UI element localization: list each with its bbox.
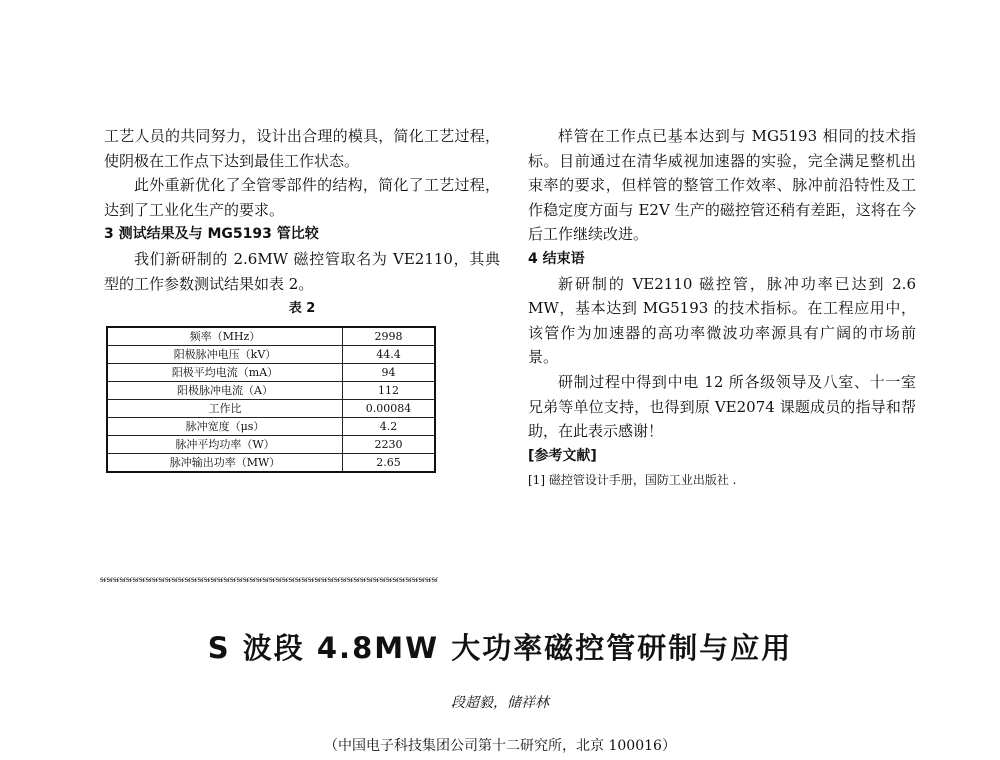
right-paragraph-2: 新研制的 VE2110 磁控管，脉冲功率已达到 2.6 MW，基本达到 MG5193 的技术指标。在工程应用中，该管作为加速器的高功率微波功率源具有广阔的市场前景。 <box>528 274 916 367</box>
table-row <box>107 381 435 399</box>
right-column <box>528 124 916 493</box>
parameter-value-cell: 44.4 <box>343 345 436 363</box>
table-row <box>107 417 435 435</box>
parameter-name-cell: 频率（MHz） <box>107 327 343 346</box>
table-row <box>107 345 435 363</box>
table-row <box>107 435 435 453</box>
article-authors: 段超毅，储祥林 <box>451 695 549 711</box>
references-heading: [参考文献] <box>528 447 597 464</box>
article-title: S 波段 4.8MW 大功率磁控管研制与应用 <box>207 631 793 665</box>
left-paragraph-2: 此外重新优化了全管零部件的结构，简化了工艺过程，达到了工业化生产的要求。 <box>104 176 500 219</box>
left-paragraph-3: 我们新研制的 2.6MW 磁控管取名为 VE2110，其典型的工作参数测试结果如表 2。 <box>104 249 500 293</box>
table-row <box>107 399 435 417</box>
table-caption: 表 2 <box>288 301 316 317</box>
article-divider: ᵴᵳᵴᵳᵴᵳᵴᵳᵴᵳᵴᵳᵴᵳᵴᵳᵴᵳᵴᵳᵴᵳᵴᵳᵴᵳᵴᵳᵴᵳᵴᵳᵴᵳᵴᵳᵴᵳᵴᵳᵴᵳᵴᵳᵴᵳᵴᵳᵴᵳᵴᵳᵴᵳᵴᵳᵴᵳᵴᵳᵴᵳᵴᵳᵴᵳᵴᵳᵴᵳᵴᵳᵴᵳᵴᵳᵴᵳᵴᵳᵴᵳᵴᵳᵴᵳᵴᵳᵴᵳᵴᵳᵴᵳᵴᵳᵴᵳᵴᵳᵴᵳᵴᵳ <box>100 575 438 585</box>
section-4-heading: 4 结束语 <box>528 250 585 267</box>
parameter-name-cell: 阳极脉冲电压（kV） <box>107 345 343 363</box>
section-3-heading: 3 测试结果及与 MG5193 管比较 <box>104 226 319 243</box>
parameters-table <box>106 326 436 473</box>
parameter-value-cell: 2230 <box>343 435 436 453</box>
parameter-name-cell: 阳极平均电流（mA） <box>107 363 343 381</box>
parameter-name-cell: 脉冲输出功率（MW） <box>107 453 343 472</box>
right-paragraph-1: 样管在工作点已基本达到与 MG5193 相同的技术指标。目前通过在清华威视加速器的实验，完全满足整机出束率的要求，但样管的整管工作效率、脉冲前沿特性及工作稳定度方面与 E2V 生产的磁控管还稍有差距，这将在今后工作继续改进。 <box>528 127 916 244</box>
left-paragraph-1: 工艺人员的共同努力，设计出合理的模具，简化工艺过程，使阴极在工作点下达到最佳工作状态。 <box>104 127 500 170</box>
parameter-value-cell: 112 <box>343 381 436 399</box>
table-row <box>107 453 435 472</box>
reference-item: [1] 磁控管设计手册，国防工业出版社 . <box>528 473 737 488</box>
article-affiliation: （中国电子科技集团公司第十二研究所，北京 100016） <box>324 738 676 754</box>
parameter-name-cell: 阳极脉冲电流（A） <box>107 381 343 399</box>
parameter-name-cell: 脉冲平均功率（W） <box>107 435 343 453</box>
parameter-value-cell: 0.00084 <box>343 399 436 417</box>
parameter-value-cell: 4.2 <box>343 417 436 435</box>
parameter-value-cell: 94 <box>343 363 436 381</box>
parameter-name-cell: 工作比 <box>107 399 343 417</box>
parameter-value-cell: 2998 <box>343 327 436 346</box>
table-row <box>107 363 435 381</box>
parameter-name-cell: 脉冲宽度（μs） <box>107 417 343 435</box>
right-paragraph-3: 研制过程中得到中电 12 所各级领导及八室、十一室兄弟等单位支持，也得到原 VE2074 课题成员的指导和帮助，在此表示感谢！ <box>528 372 916 441</box>
table-row <box>107 327 435 346</box>
left-column <box>104 124 500 473</box>
parameter-value-cell: 2.65 <box>343 453 436 472</box>
